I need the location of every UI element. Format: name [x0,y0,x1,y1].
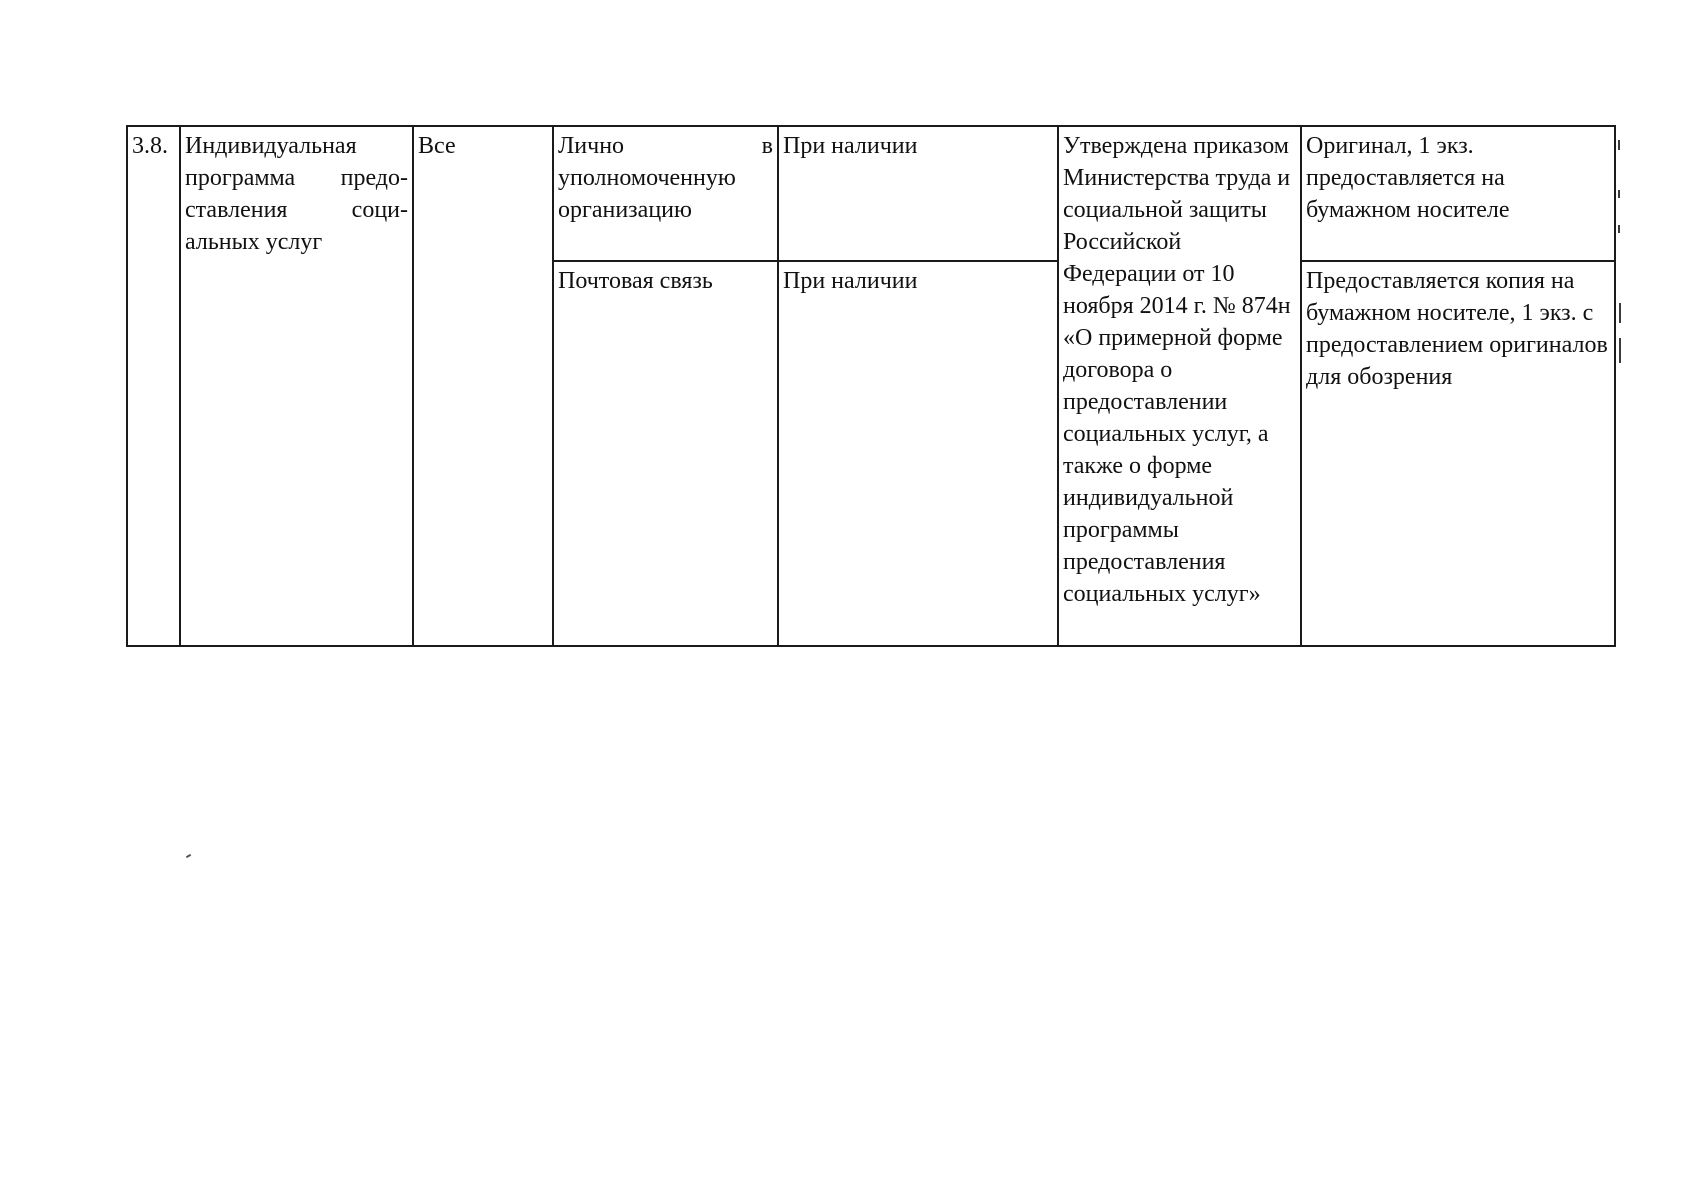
condition-text: При наличии [783,133,918,159]
scan-mark [1619,303,1621,323]
method-line: организацию [558,197,692,223]
condition-text: При наличии [783,268,918,294]
form-text: Предоставляется копия на бумажном носителе, 1 экз. с предоставлением оригиналов для обозрения [1306,268,1608,390]
documents-table [126,125,1616,647]
method-line: Почтовая связь [558,268,713,294]
document-name-line: Индивидуальная [185,133,357,159]
requirements-cell [1058,126,1301,646]
method-line: уполномоченную [558,165,736,191]
document-name-line: программа предо- [185,165,408,191]
scan-mark [1618,140,1620,150]
scan-mark [1619,338,1621,363]
form-text: Оригинал, 1 экз. предоставляется на бумажном носителе [1306,133,1510,223]
applicants-cell [413,126,553,646]
scan-speck [186,854,191,858]
condition-cell [778,261,1058,646]
scan-mark [1618,190,1620,198]
row-number-cell [127,126,180,646]
condition-cell [778,126,1058,261]
table-row [127,126,1615,261]
form-cell [1301,261,1615,646]
document-name-cell [180,126,413,646]
form-cell [1301,126,1615,261]
scan-mark [1618,225,1620,233]
method-line: Лично в [558,133,773,159]
document-name-line: альных услуг [185,229,323,255]
method-cell [553,261,778,646]
row-number: 3.8. [132,133,168,159]
method-cell [553,126,778,261]
document-name-line: ставления соци- [185,197,408,223]
requirements-text: Утверждена приказом Министерства труда и социальной защиты Российской Федерации от 10 ноября 2014 г. № 874н «О примерной форме договора о предоставлении социальных услуг, а также о форме индивидуальной программы предоставления социальных услуг» [1063,133,1291,607]
applicants-text: Все [418,133,456,159]
